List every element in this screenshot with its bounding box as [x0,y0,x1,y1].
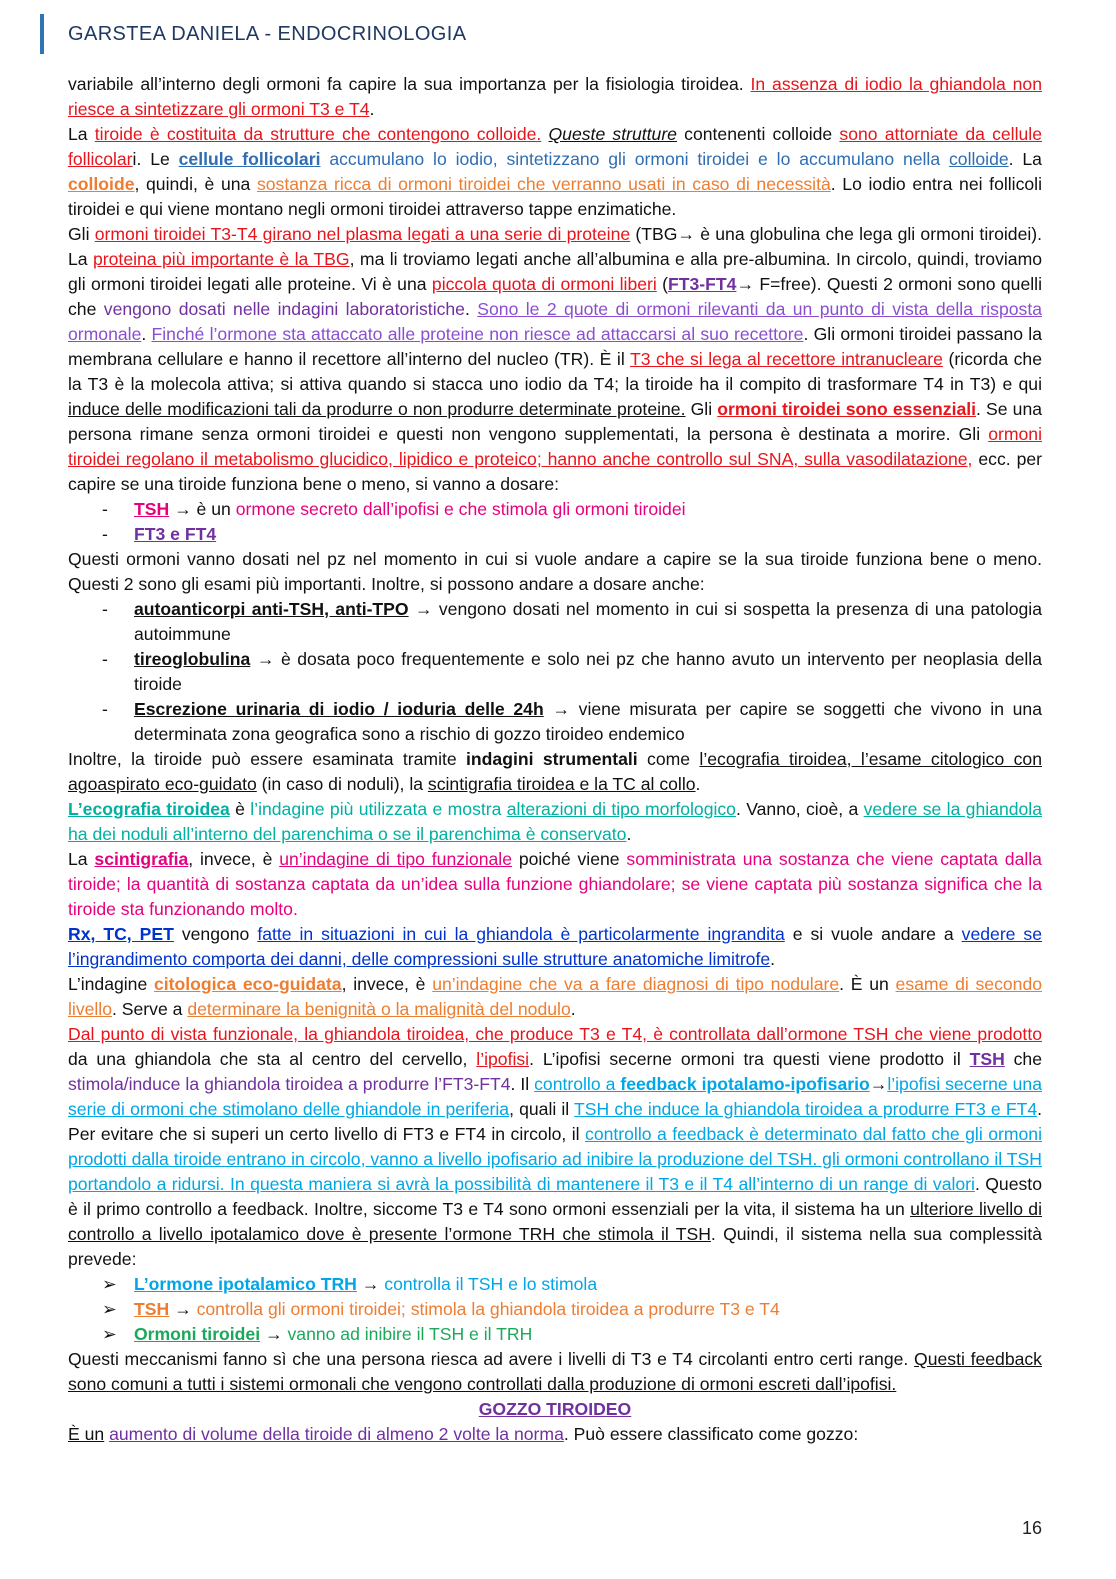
paragraph-rx-tc-pet: Rx, TC, PET vengono fatte in situazioni in cui la ghiandola è particolarmente ingrandita e si vuole andare a vedere se l’ingrandimento comporta dei danni, delle compressioni sulle strutture anatomiche limitrofe. [68,924,1043,969]
list-item: ➢ L’ormone ipotalamico TRH → controlla il TSH e lo stimola [102,1274,598,1294]
header-title: GARSTEA DANIELA - ENDOCRINOLOGIA [68,22,467,45]
section-title: GOZZO TIROIDEO [478,1399,632,1419]
paragraph-scintigrafia: La scintigrafia, invece, è un’indagine di tipo funzionale poiché viene somministrata una sostanza che viene captata dalla tiroide; la quantità di sostanza captata da un’idea sulla funzione ghiandolare; se viene captata più sostanza significa che la tiroide sta funzionando molto. [68,849,1042,919]
paragraph-gozzo: È un aumento di volume della tiroide di almeno 2 volte la norma. Può essere classificato come gozzo: [68,1424,859,1444]
paragraph-dosaggi: Questi ormoni vanno dosati nel pz nel momento in cui si vuole andare a capire se la sua tiroide funziona bene o meno. Questi 2 sono gli esami più importanti. Inoltre, si possono andare a dosare anche: [68,549,1042,594]
page-header [40,14,466,54]
document-body [68,72,1042,1447]
paragraph-ormoni-plasma: Gli ormoni tiroidei T3-T4 girano nel plasma legati a una serie di proteine (TBG→ è una globulina che lega gli ormoni tiroidei). La proteina più importante è la TBG, ma li troviamo legati anche all’albumina e alla pre-albumina. In circolo, quindi, troviamo gli ormoni tiroidei legati alle proteine. Vi è una piccola quota di ormoni liberi (FT3-FT4→ F=free). Questi 2 ormoni sono quelli che vengono dosati nelle indagini laboratoristiche. Sono le 2 quote di ormoni rilevanti da un punto di vista della risposta ormonale. Finché l’ormone sta attaccato alle proteine non riesce ad attaccarsi al suo recettore. Gli ormoni tiroidei passano la membrana cellulare e hanno il recettore all’interno del nucleo (TR). È il T3 che si lega al recettore intranucleare (ricorda che la T3 è la molecola attiva; si attiva quando si stacca uno iodio da T4; la tiroide ha il compito di trasformare T4 in T3) e qui induce delle modificazioni tali da produrre o non produrre determinate proteine. Gli ormoni tiroidei sono essenziali. Se una persona rimane senza ormoni tiroidei e questi non vengono supplementati, la persona è destinata a morire. Gli ormoni tiroidei regolano il metabolismo glucidico, lipidico e proteico; hanno anche controllo sul SNA, sulla vasodilatazione, ecc. per capire se una tiroide funziona bene o meno, si vanno a dosare: [68,224,1043,494]
page-number: 16 [1021,1518,1042,1538]
list-esami-aggiuntivi [68,597,1042,747]
paragraph-indagini: Inoltre, la tiroide può essere esaminata tramite indagini strumentali come l’ecografia tiroidea, l’esame citologico con agoaspirato eco-guidato (in caso di noduli), la scintigrafia tiroidea e la TC al collo. [68,749,1042,794]
list-item: - Escrezione urinaria di iodio / ioduria delle 24h → viene misurata per capire se soggetti che vivono in una determinata zona geografica sono a rischio di gozzo tiroideo endemico [102,699,1043,744]
paragraph-meccanismi: Questi meccanismi fanno sì che una persona riesca ad avere i livelli di T3 e T4 circolanti entro certi range. Questi feedback sono comuni a tutti i sistemi ormonali che vengono controllati dalla produzione di ormoni escreti dall’ipofisi. [68,1349,1042,1394]
list-item: - autoanticorpi anti-TSH, anti-TPO → vengono dosati nel momento in cui si sospetta la presenza di una patologia autoimmune [102,599,1042,644]
list-esami-base [68,497,1042,547]
paragraph-citologica: L’indagine citologica eco-guidata, invece, è un’indagine che va a fare diagnosi di tipo nodulare. È un esame di secondo livello. Serve a determinare la benignità o la malignità del nodulo. [68,974,1043,1019]
list-item: - tireoglobulina → è dosata poco frequentemente e solo nei pz che hanno avuto un intervento per neoplasia della tiroide [102,649,1042,694]
list-item: ➢ TSH → controlla gli ormoni tiroidei; stimola la ghiandola tiroidea a produrre T3 e T4 [102,1299,780,1319]
paragraph-ecografia: L’ecografia tiroidea è l’indagine più utilizzata e mostra alterazioni di tipo morfologico. Vanno, cioè, a vedere se la ghiandola ha dei noduli all’interno del parenchima o se il parenchima è conservato. [68,799,1042,844]
paragraph-colloide: La tiroide è costituita da strutture che contengono colloide. Queste strutture contenenti colloide sono attorniate da cellule follicolari. Le cellule follicolari accumulano lo iodio, sintetizzano gli ormoni tiroidei e lo accumulano nella colloide. La colloide, quindi, è una sostanza ricca di ormoni tiroidei che verranno usati in caso di necessità. Lo iodio entra nei follicoli tiroidei e qui viene montano negli ormoni tiroidei attraverso tappe enzimatiche. [68,124,1042,219]
list-item: - TSH → è un ormone secreto dall’ipofisi e che stimola gli ormoni tiroidei [102,499,686,519]
list-controllo [68,1272,1042,1347]
paragraph-feedback: Dal punto di vista funzionale, la ghiandola tiroidea, che produce T3 e T4, è controllata dall’ormone TSH che viene prodotto da una ghiandola che sta al centro del cervello, l’ipofisi. L’ipofisi secerne ormoni tra questi viene prodotto il TSH che stimola/induce la ghiandola tiroidea a produrre l’FT3-FT4. Il controllo a feedback ipotalamo-ipofisario→l’ipofisi secerne una serie di ormoni che stimolano delle ghiandole in periferia, quali il TSH che induce la ghiandola tiroidea a produrre FT3 e FT4. Per evitare che si superi un certo livello di FT3 e FT4 in circolo, il controllo a feedback è determinato dal fatto che gli ormoni prodotti dalla tiroide entrano in circolo, vanno a livello ipofisario ad inibire la produzione del TSH. gli ormoni controllano il TSH portandolo a ridursi. In questa maniera si avrà la possibilità di mantenere il T3 e il T4 all’interno di un range di valori. Questo è il primo controllo a feedback. Inoltre, siccome T3 e T4 sono ormoni essenziali per la vita, il sistema ha un ulteriore livello di controllo a livello ipotalamico dove è presente l’ormone TRH che stimola il TSH. Quindi, il sistema nella sua complessità prevede: [68,1024,1042,1269]
list-item: - FT3 e FT4 [102,524,217,544]
paragraph-iodio: variabile all’interno degli ormoni fa capire la sua importanza per la fisiologia tiroidea. In assenza di iodio la ghiandola non riesce a sintetizzare gli ormoni T3 e T4. [68,74,1042,119]
list-item: ➢ Ormoni tiroidei → vanno ad inibire il TSH e il TRH [102,1324,533,1344]
